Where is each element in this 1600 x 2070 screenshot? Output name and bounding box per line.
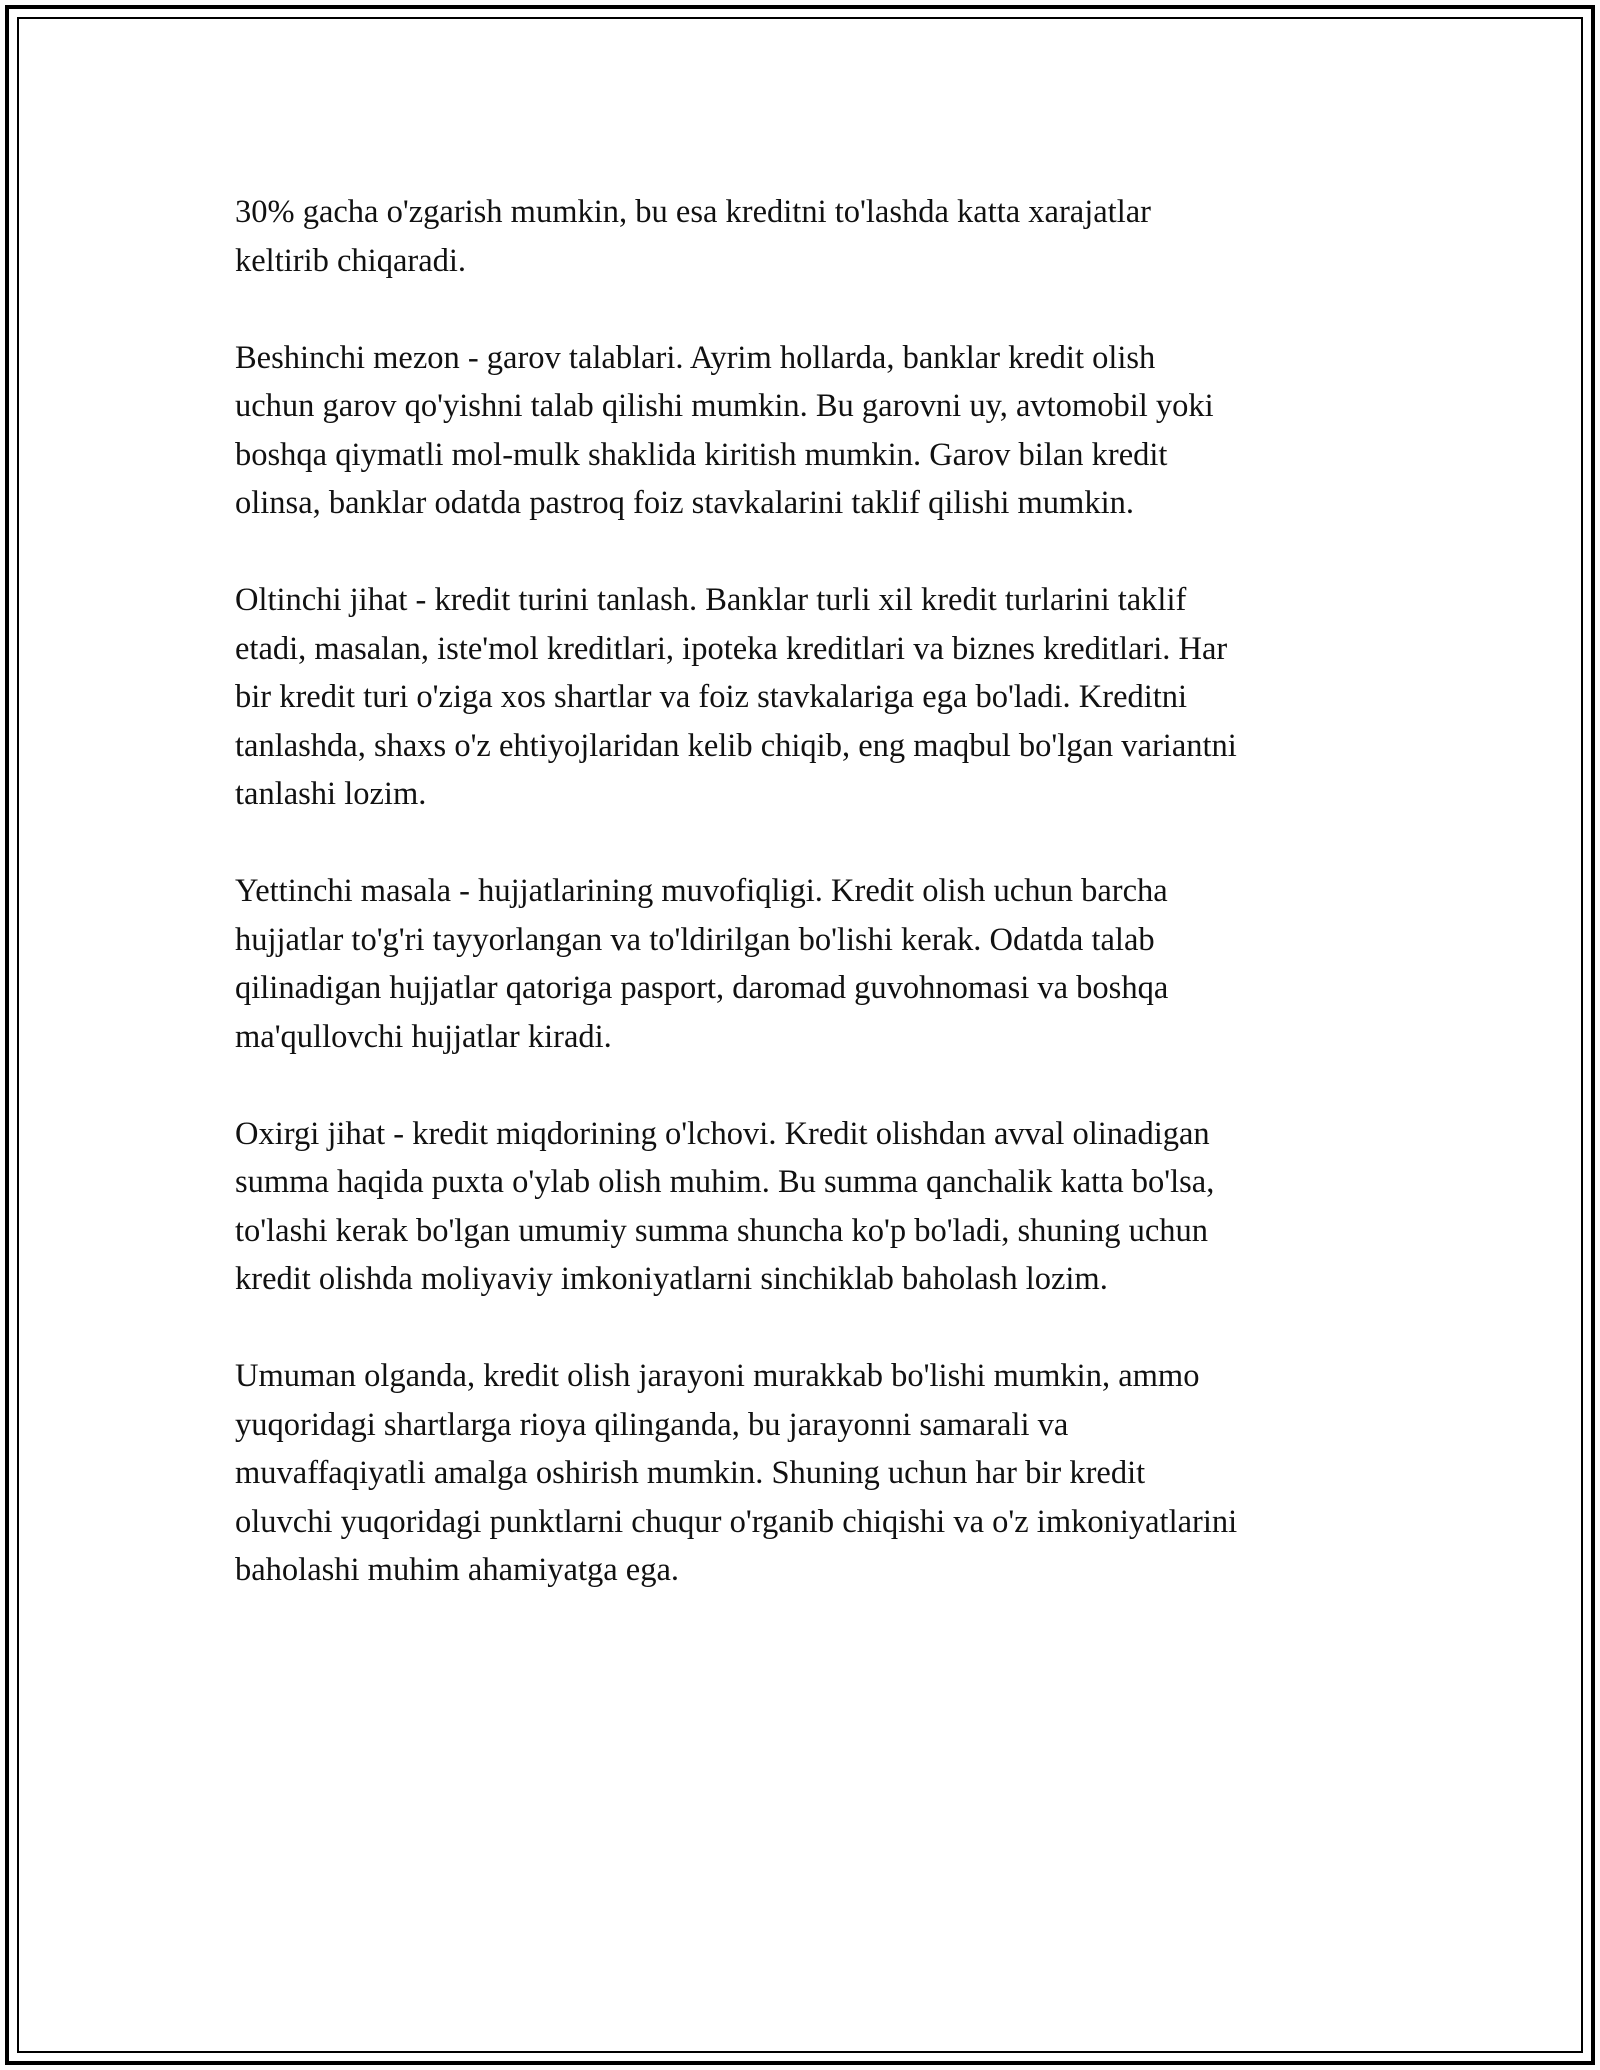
text-line: tanlashda, shaxs o'z ehtiyojlaridan kelib chiqib, eng maqbul bo'lgan variantni: [235, 727, 1237, 764]
text-line: etadi, masalan, iste'mol kreditlari, ipoteka kreditlari va biznes kreditlari. Har: [235, 630, 1228, 667]
text-line: oluvchi yuqoridagi punktlarni chuqur o'rganib chiqishi va o'z imkoniyatlarini: [235, 1503, 1238, 1540]
paragraph-1: [235, 188, 1385, 285]
text-line: Yettinchi masala - hujjatlarining muvofiqligi. Kredit olish uchun barcha: [235, 873, 1168, 909]
text-line: Oxirgi jihat - kredit miqdorining o'lchovi. Kredit olishdan avval olinadigan: [235, 1115, 1210, 1152]
text-line: uchun garov qo'yishni talab qilishi mumkin. Bu garovni uy, avtomobil yoki: [235, 388, 1214, 424]
paragraph-2: [235, 334, 1385, 528]
text-line: Oltinchi jihat - kredit turini tanlash. Banklar turli xil kredit turlarini taklif: [235, 582, 1187, 618]
text-line: to'lashi kerak bo'lgan umumiy summa shuncha ko'p bo'ladi, shuning uchun: [235, 1212, 1209, 1249]
text-line: Beshinchi mezon - garov talablari. Ayrim hollarda, banklar kredit olish: [235, 339, 1156, 376]
document-body: [235, 188, 1385, 1595]
text-line: Umuman olganda, kredit olish jarayoni murakkab bo'lishi mumkin, ammo: [235, 1358, 1200, 1394]
text-line: muvaffaqiyatli amalga oshirish mumkin. Shuning uchun har bir kredit: [235, 1455, 1146, 1491]
text-line: keltirib chiqaradi.: [235, 242, 467, 279]
text-line: boshqa qiymatli mol-mulk shaklida kiritish mumkin. Garov bilan kredit: [235, 436, 1168, 473]
text-line: olinsa, banklar odatda pastroq foiz stavkalarini taklif qilishi mumkin.: [235, 485, 1134, 521]
text-line: kredit olishda moliyaviy imkoniyatlarni sinchiklab baholash lozim.: [235, 1261, 1108, 1297]
paragraph-5: [235, 1110, 1385, 1304]
paragraph-4: [235, 867, 1385, 1061]
text-line: baholashi muhim ahamiyatga ega.: [235, 1552, 680, 1588]
text-line: ma'qullovchi hujjatlar kiradi.: [235, 1018, 612, 1055]
text-line: qilinadigan hujjatlar qatoriga pasport, daromad guvohnomasi va boshqa: [235, 970, 1169, 1006]
text-line: summa haqida puxta o'ylab olish muhim. Bu summa qanchalik katta bo'lsa,: [235, 1164, 1215, 1200]
paragraph-6: [235, 1352, 1385, 1595]
text-line: tanlashi lozim.: [235, 776, 427, 812]
text-line: hujjatlar to'g'ri tayyorlangan va to'ldirilgan bo'lishi kerak. Odatda talab: [235, 921, 1155, 958]
text-line: bir kredit turi o'ziga xos shartlar va foiz stavkalariga ega bo'ladi. Kreditni: [235, 679, 1188, 715]
paragraph-3: [235, 576, 1385, 819]
text-line: yuqoridagi shartlarga rioya qilinganda, bu jarayonni samarali va: [235, 1406, 1069, 1443]
text-line: 30% gacha o'zgarish mumkin, bu esa kreditni to'lashda katta xarajatlar: [235, 194, 1151, 230]
